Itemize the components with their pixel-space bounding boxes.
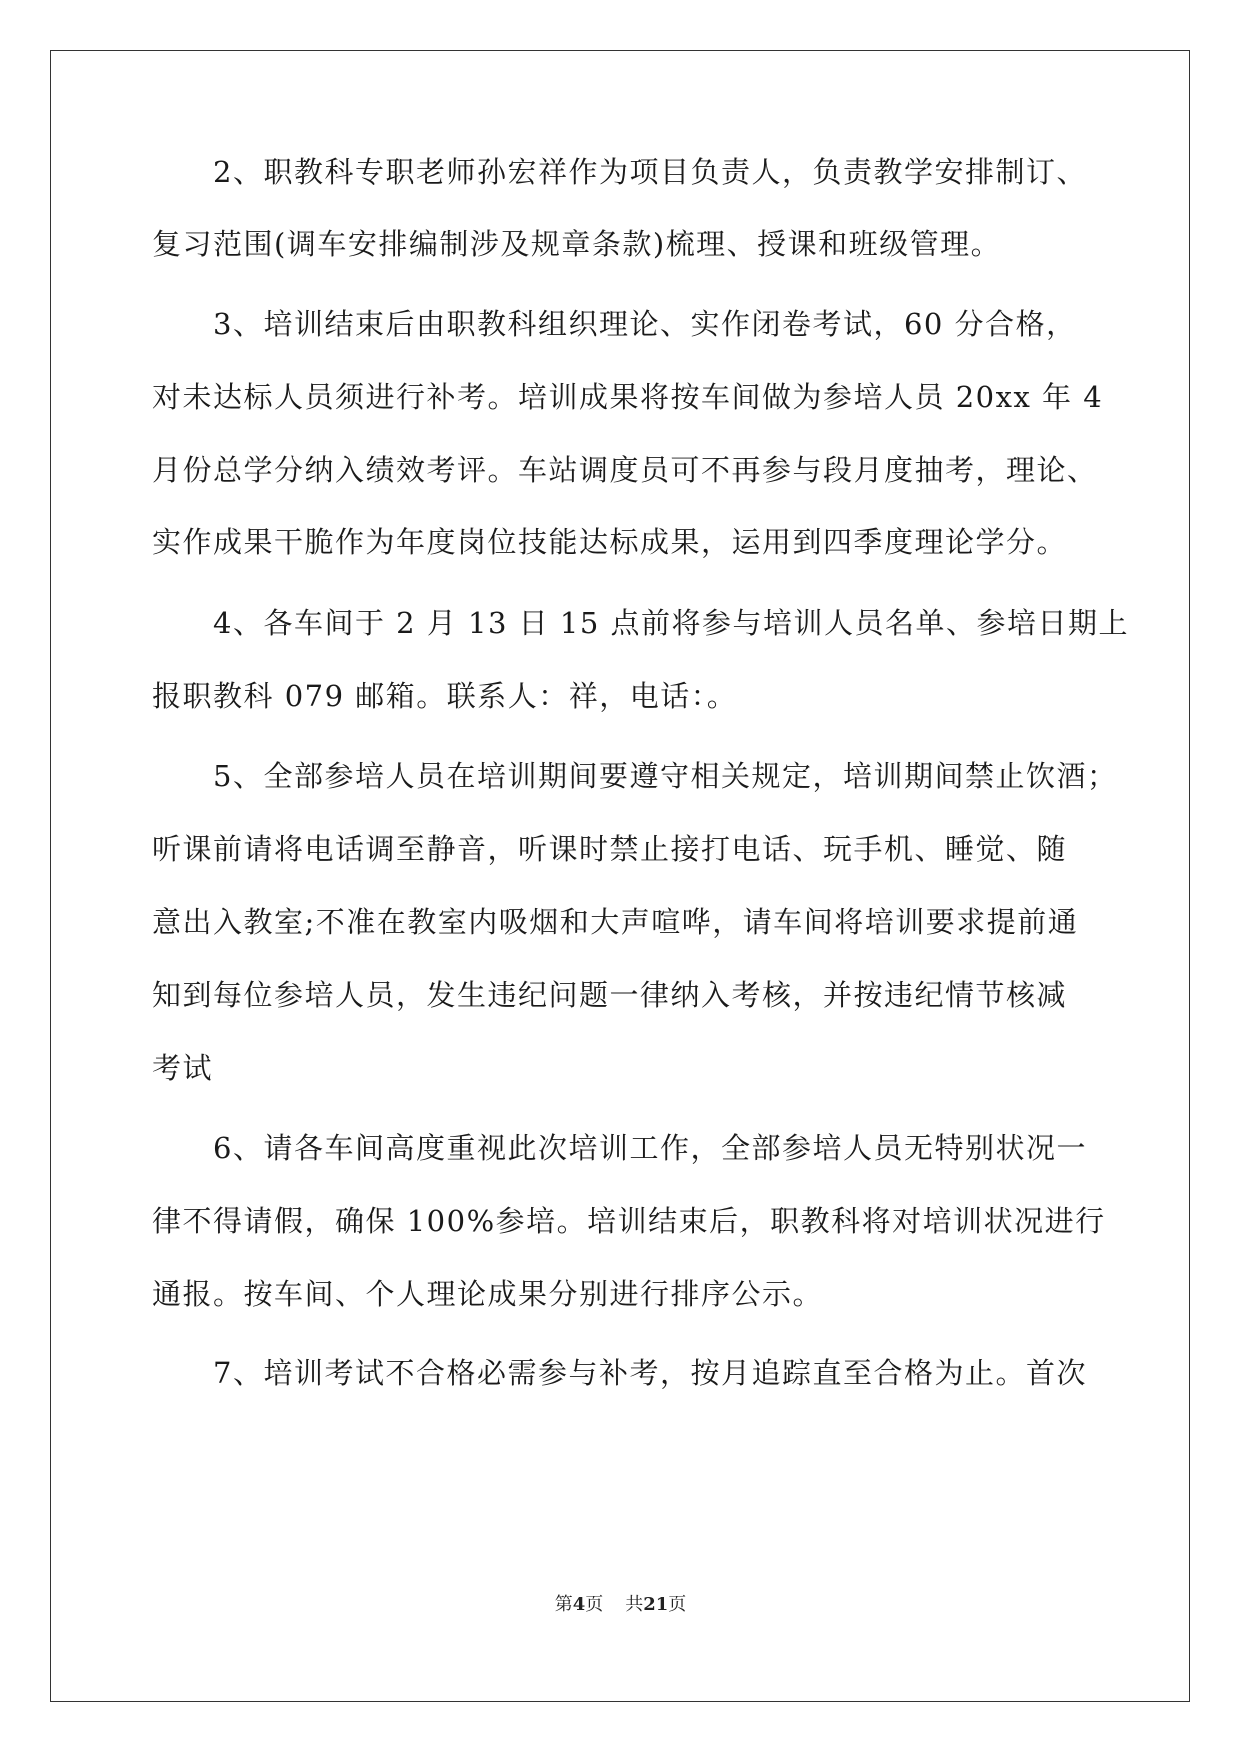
total-pages: 21 bbox=[643, 1594, 669, 1615]
page-suffix: 页 bbox=[585, 1594, 604, 1615]
text-line: 2、职教科专职老师孙宏祥作为项目负责人，负责教学安排制订、 bbox=[213, 155, 1087, 189]
text-line: 对未达标人员须进行补考。培训成果将按车间做为参培人员 20xx 年 4 bbox=[152, 380, 1104, 414]
text-line: 3、培训结束后由职教科组织理论、实作闭卷考试，60 分合格， bbox=[213, 307, 1077, 341]
page-footer bbox=[0, 1592, 1241, 1618]
page-number: 4 bbox=[572, 1594, 586, 1615]
page-prefix: 第 bbox=[554, 1594, 573, 1615]
text-line: 月份总学分纳入绩效考评。车站调度员可不再参与段月度抽考，理论、 bbox=[152, 453, 1098, 487]
text-line: 通报。按车间、个人理论成果分别进行排序公示。 bbox=[152, 1277, 824, 1311]
text-line: 复习范围(调车安排编制涉及规章条款)梳理、授课和班级管理。 bbox=[152, 227, 1002, 261]
text-line: 律不得请假，确保 100%参培。培训结束后，职教科将对培训状况进行 bbox=[152, 1204, 1106, 1238]
text-line: 7、培训考试不合格必需参与补考，按月追踪直至合格为止。首次 bbox=[213, 1356, 1087, 1390]
total-prefix: 共 bbox=[625, 1594, 644, 1615]
text-line: 实作成果干脆作为年度岗位技能达标成果，运用到四季度理论学分。 bbox=[152, 525, 1068, 559]
text-line: 知到每位参培人员，发生违纪问题一律纳入考核，并按违纪情节核减 bbox=[152, 978, 1068, 1012]
text-line: 考试 bbox=[152, 1051, 214, 1085]
text-line: 听课前请将电话调至静音，听课时禁止接打电话、玩手机、睡觉、随 bbox=[152, 832, 1068, 866]
total-suffix: 页 bbox=[668, 1594, 687, 1615]
text-line: 意出入教室;不准在教室内吸烟和大声喧哗，请车间将培训要求提前通 bbox=[152, 905, 1079, 939]
text-line: 6、请各车间高度重视此次培训工作，全部参培人员无特别状况一 bbox=[213, 1131, 1087, 1165]
page-border bbox=[50, 50, 1190, 1702]
text-line: 4、各车间于 2 月 13 日 15 点前将参与培训人员名单、参培日期上 bbox=[213, 606, 1130, 640]
text-line: 报职教科 079 邮箱。联系人：祥，电话：。 bbox=[152, 679, 738, 713]
text-line: 5、全部参培人员在培训期间要遵守相关规定，培训期间禁止饮酒； bbox=[213, 759, 1118, 793]
